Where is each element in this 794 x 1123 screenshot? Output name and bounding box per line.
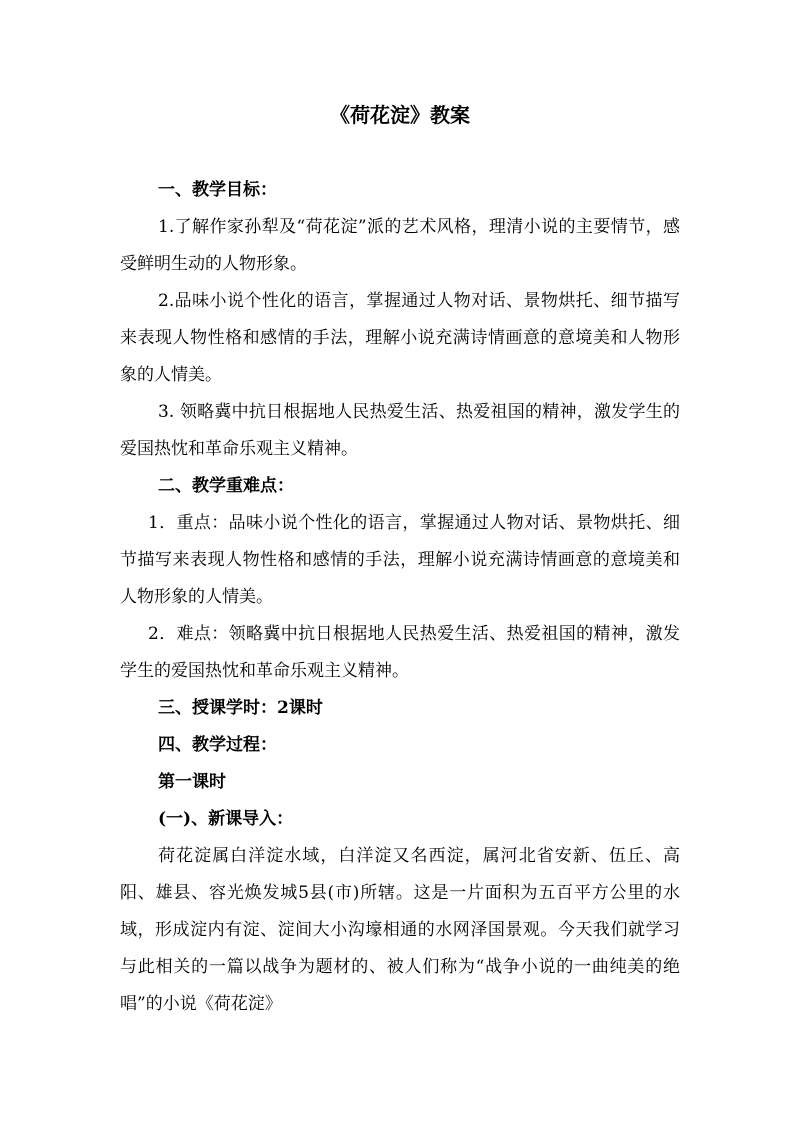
introduction-paragraph: 荷花淀属白洋淀水域，白洋淀又名西淀，属河北省安新、伍丘、高阳、雄县、容光焕发城5县(市)所辖。这是一片面积为五百平方公里的水域，形成淀内有淀、淀间大小沟壕相通的水网泽国景观。今天我们就学习与此相关的一篇以战争为题材的、被人们称为“战争小说的一曲纯美的绝唱”的小说《荷花淀》	[120, 846, 680, 1014]
goal-paragraph-3: 3. 领略冀中抗日根据地人民热爱生活、热爱祖国的精神，激发学生的爱国热忱和革命乐观主义精神。	[120, 402, 680, 459]
section-heading-teaching-goals: 一、教学目标：	[158, 180, 277, 200]
section-heading-key-difficult-points: 二、教学重难点：	[158, 476, 294, 496]
document-title: 《荷花淀》教案	[330, 103, 470, 127]
key-point-paragraph: 1．重点：品味小说个性化的语言，掌握通过人物对话、景物烘托、细节描写来表现人物性格和感情的手法，理解小说充满诗情画意的意境美和人物形象的人情美。	[120, 513, 680, 607]
subsection-heading-introduction: (一)、新课导入：	[158, 809, 294, 829]
section-heading-teaching-process: 四、教学过程：	[158, 735, 277, 755]
document-page	[120, 100, 680, 1023]
lesson-heading-first: 第一课时	[158, 772, 226, 792]
section-heading-class-hours: 三、授课学时：2课时	[158, 698, 323, 718]
difficult-point-paragraph: 2．难点：领略冀中抗日根据地人民热爱生活、热爱祖国的精神，激发学生的爱国热忱和革命乐观主义精神。	[120, 624, 680, 681]
goal-paragraph-2: 2.品味小说个性化的语言，掌握通过人物对话、景物烘托、细节描写来表现人物性格和感情的手法，理解小说充满诗情画意的意境美和人物形象的人情美。	[120, 291, 680, 385]
goal-paragraph-1: 1.了解作家孙犁及“荷花淀”派的艺术风格，理清小说的主要情节，感受鲜明生动的人物形象。	[120, 217, 680, 274]
